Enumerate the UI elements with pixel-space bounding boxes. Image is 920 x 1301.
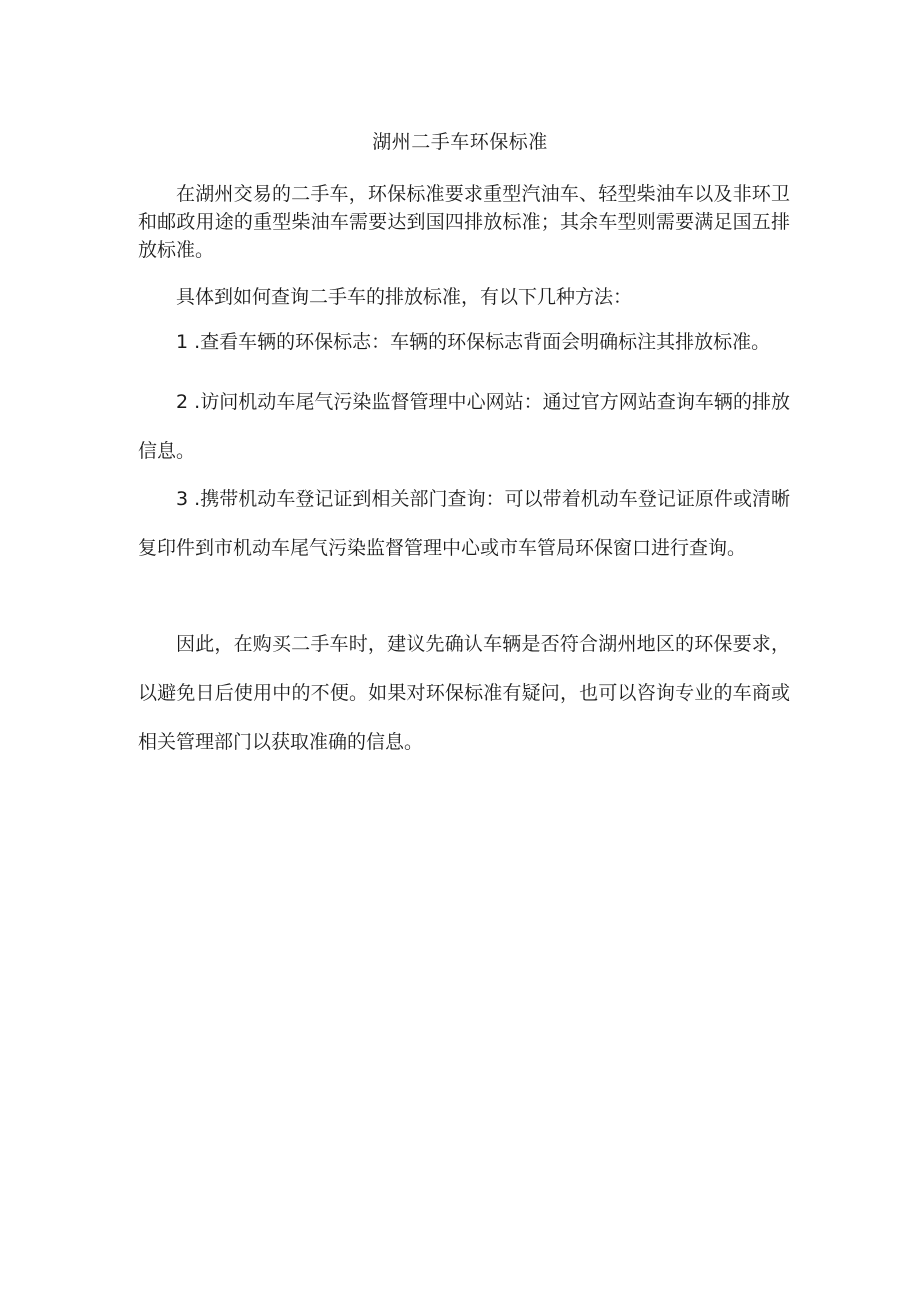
paragraph-method-1: 1 .查看车辆的环保标志：车辆的环保标志背面会明确标注其排放标准。 <box>176 331 771 353</box>
document-title: 湖州二手车环保标准 <box>372 131 548 153</box>
paragraph-method-3: 3 .携带机动车登记证到相关部门查询：可以带着机动车登记证原件或清晰复印件到市机动车尾气污染监督管理中心或市车管局环保窗口进行查询。 <box>138 488 790 559</box>
paragraph-methods-intro: 具体到如何查询二手车的排放标准，有以下几种方法： <box>176 286 633 308</box>
paragraph-method-2: 2 .访问机动车尾气污染监督管理中心网站：通过官方网站查询车辆的排放信息。 <box>138 391 790 462</box>
paragraph-conclusion: 因此，在购买二手车时，建议先确认车辆是否符合湖州地区的环保要求，以避免日后使用中的不便。如果对环保标准有疑问，也可以咨询专业的车商或相关管理部门以获取准确的信息。 <box>138 633 790 753</box>
paragraph-intro: 在湖州交易的二手车，环保标准要求重型汽油车、轻型柴油车以及非环卫和邮政用途的重型柴油车需要达到国四排放标准；其余车型则需要满足国五排放标准。 <box>138 183 790 261</box>
